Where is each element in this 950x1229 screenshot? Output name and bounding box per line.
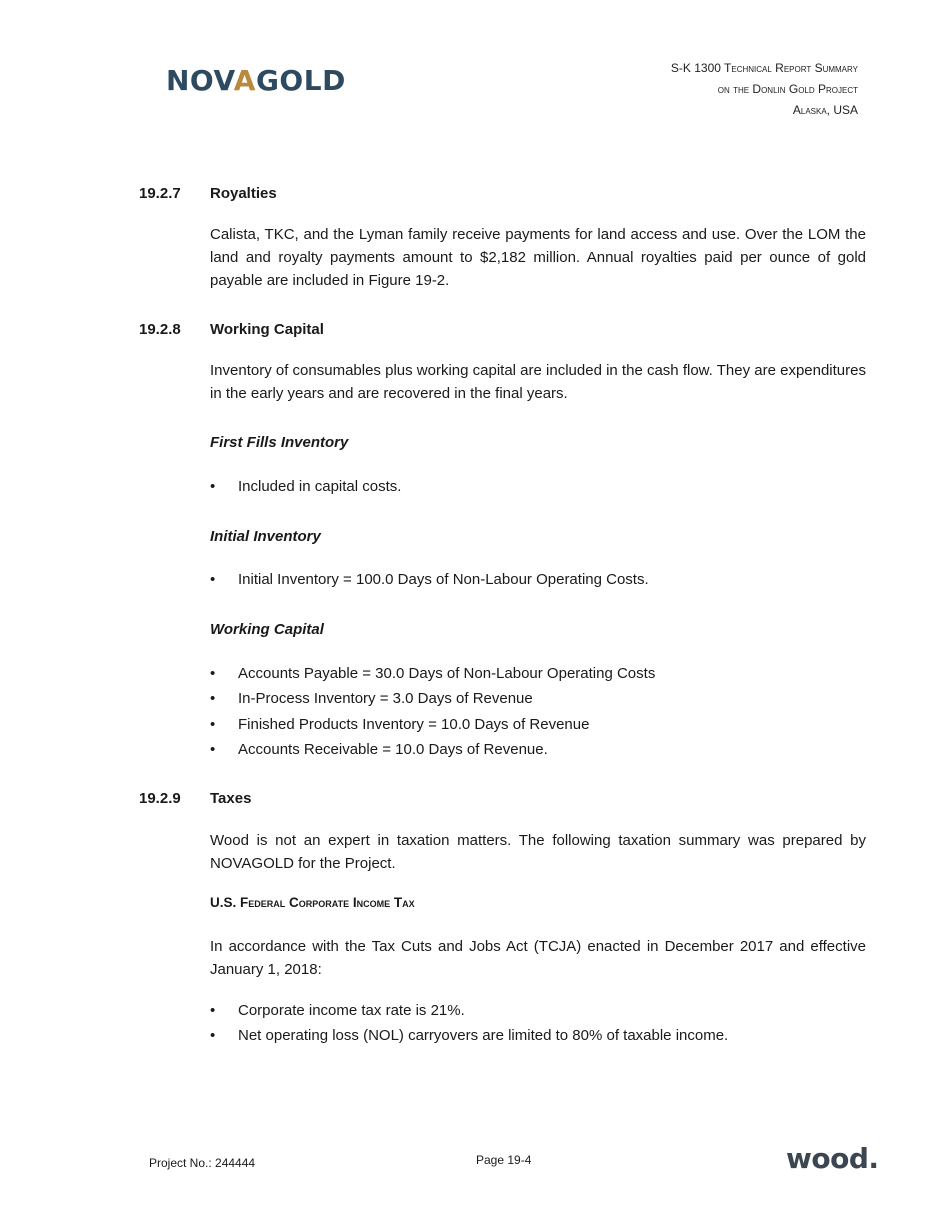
list-item: • Initial Inventory = 100.0 Days of Non-Labour Operating Costs. xyxy=(210,571,649,588)
list-item: • Finished Products Inventory = 10.0 Days of Revenue xyxy=(210,715,590,733)
initial-inventory-list xyxy=(210,567,649,592)
page-number: Page 19-4 xyxy=(476,1153,532,1167)
royalties-paragraph: Calista, TKC, and the Lyman family receive payments for land access and use. Over the LOM the land and royalty payments amount to $2,182 million. Annual royalties paid per ounce of gold payable are included in Figure 19-2. xyxy=(210,226,866,289)
first-fills-list xyxy=(210,474,401,499)
federal-tax-subheading: U.S. Federal Corporate Income Tax xyxy=(210,895,415,910)
working-capital-paragraph: Inventory of consumables plus working capital are included in the cash flow. They are expenditures in the early years and are recovered in the final years. xyxy=(210,362,866,402)
project-number: Project No.: 244444 xyxy=(149,1156,256,1170)
list-item: • In-Process Inventory = 3.0 Days of Revenue xyxy=(210,690,533,708)
list-item: • Included in capital costs. xyxy=(210,478,402,495)
working-capital-subheading: Working Capital xyxy=(210,621,324,638)
header-line-3: Alaska, USA xyxy=(792,103,858,117)
list-item: • Net operating loss (NOL) carryovers are limited to 80% of taxable income. xyxy=(210,1027,729,1045)
section-number: 19.2.7 xyxy=(139,185,181,202)
initial-inventory-heading: Initial Inventory xyxy=(210,528,321,545)
report-header xyxy=(671,58,858,121)
taxes-paragraph: Wood is not an expert in taxation matters. The following taxation summary was prepared by NOVAGOLD for the Project. xyxy=(210,832,866,872)
list-item: • Accounts Receivable = 10.0 Days of Revenue. xyxy=(210,740,548,758)
novagold-logo: NOVAGOLD xyxy=(166,64,346,97)
section-title: Working Capital xyxy=(210,321,324,338)
header-line-2: on the Donlin Gold Project xyxy=(717,82,858,96)
section-number: 19.2.9 xyxy=(139,790,181,807)
wood-logo: wood. xyxy=(786,1142,879,1175)
header-line-1: S-K 1300 Technical Report Summary xyxy=(670,61,858,75)
tax-list xyxy=(210,998,728,1049)
first-fills-heading: First Fills Inventory xyxy=(210,434,349,451)
list-item: • Corporate income tax rate is 21%. xyxy=(210,1002,465,1019)
tcja-paragraph: In accordance with the Tax Cuts and Jobs Act (TCJA) enacted in December 2017 and effective January 1, 2018: xyxy=(210,938,866,978)
list-item: • Accounts Payable = 30.0 Days of Non-Labour Operating Costs xyxy=(210,665,656,682)
section-title: Taxes xyxy=(210,790,252,807)
section-number: 19.2.8 xyxy=(139,321,181,338)
section-title: Royalties xyxy=(210,185,277,202)
working-capital-list xyxy=(210,661,655,762)
